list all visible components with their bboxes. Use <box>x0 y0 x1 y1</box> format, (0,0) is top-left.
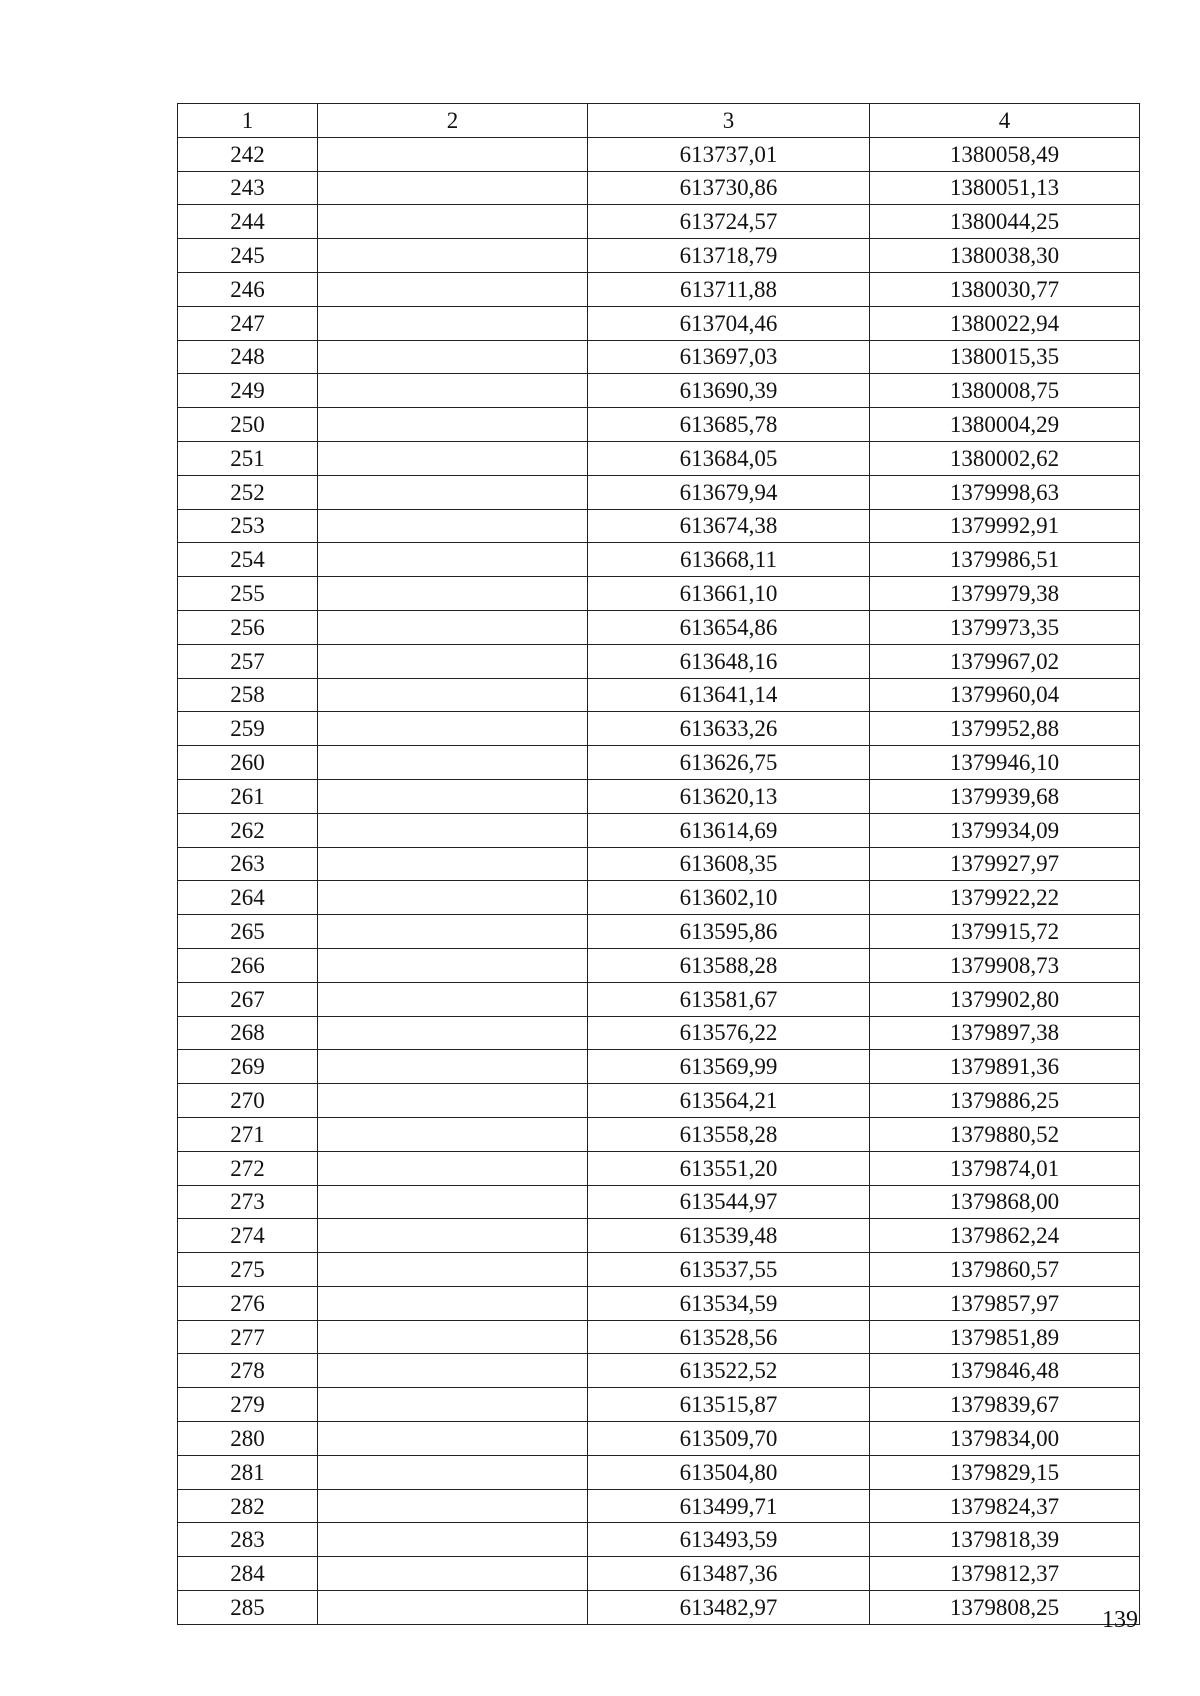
table-row <box>178 610 1140 644</box>
x-coordinate-cell: 613661,10 <box>588 577 870 611</box>
table-row <box>178 746 1140 780</box>
x-coordinate-cell: 613641,14 <box>588 678 870 712</box>
y-coordinate-cell: 1379874,01 <box>870 1151 1140 1185</box>
table-row <box>178 1320 1140 1354</box>
x-coordinate-cell: 613569,99 <box>588 1050 870 1084</box>
description-cell <box>318 881 588 915</box>
point-number-cell: 258 <box>178 678 318 712</box>
y-coordinate-cell: 1379880,52 <box>870 1117 1140 1151</box>
table-row <box>178 1388 1140 1422</box>
y-coordinate-cell: 1379902,80 <box>870 982 1140 1016</box>
table-row <box>178 1422 1140 1456</box>
column-header-4: 4 <box>870 104 1140 138</box>
x-coordinate-cell: 613544,97 <box>588 1185 870 1219</box>
point-number-cell: 279 <box>178 1388 318 1422</box>
x-coordinate-cell: 613537,55 <box>588 1253 870 1287</box>
table-row <box>178 915 1140 949</box>
x-coordinate-cell: 613679,94 <box>588 475 870 509</box>
point-number-cell: 248 <box>178 340 318 374</box>
table-row <box>178 408 1140 442</box>
description-cell <box>318 272 588 306</box>
point-number-cell: 257 <box>178 644 318 678</box>
table-body <box>178 137 1140 1624</box>
description-cell <box>318 1185 588 1219</box>
description-cell <box>318 1489 588 1523</box>
y-coordinate-cell: 1379891,36 <box>870 1050 1140 1084</box>
x-coordinate-cell: 613614,69 <box>588 813 870 847</box>
table-row <box>178 577 1140 611</box>
description-cell <box>318 1151 588 1185</box>
x-coordinate-cell: 613534,59 <box>588 1286 870 1320</box>
description-cell <box>318 948 588 982</box>
x-coordinate-cell: 613487,36 <box>588 1557 870 1591</box>
table-row <box>178 137 1140 171</box>
y-coordinate-cell: 1379824,37 <box>870 1489 1140 1523</box>
point-number-cell: 274 <box>178 1219 318 1253</box>
point-number-cell: 268 <box>178 1016 318 1050</box>
description-cell <box>318 678 588 712</box>
y-coordinate-cell: 1379812,37 <box>870 1557 1140 1591</box>
description-cell <box>318 1117 588 1151</box>
description-cell <box>318 746 588 780</box>
description-cell <box>318 779 588 813</box>
point-number-cell: 285 <box>178 1591 318 1625</box>
y-coordinate-cell: 1379818,39 <box>870 1523 1140 1557</box>
x-coordinate-cell: 613737,01 <box>588 137 870 171</box>
table-row <box>178 239 1140 273</box>
y-coordinate-cell: 1379829,15 <box>870 1455 1140 1489</box>
point-number-cell: 273 <box>178 1185 318 1219</box>
table-row <box>178 205 1140 239</box>
point-number-cell: 262 <box>178 813 318 847</box>
point-number-cell: 276 <box>178 1286 318 1320</box>
x-coordinate-cell: 613509,70 <box>588 1422 870 1456</box>
description-cell <box>318 847 588 881</box>
y-coordinate-cell: 1379886,25 <box>870 1084 1140 1118</box>
description-cell <box>318 340 588 374</box>
x-coordinate-cell: 613730,86 <box>588 171 870 205</box>
point-number-cell: 265 <box>178 915 318 949</box>
table-row <box>178 1286 1140 1320</box>
table-row <box>178 1117 1140 1151</box>
point-number-cell: 249 <box>178 374 318 408</box>
table-row <box>178 948 1140 982</box>
y-coordinate-cell: 1379934,09 <box>870 813 1140 847</box>
point-number-cell: 259 <box>178 712 318 746</box>
table-row <box>178 779 1140 813</box>
table-row <box>178 1050 1140 1084</box>
x-coordinate-cell: 613482,97 <box>588 1591 870 1625</box>
x-coordinate-cell: 613493,59 <box>588 1523 870 1557</box>
column-header-1: 1 <box>178 104 318 138</box>
point-number-cell: 269 <box>178 1050 318 1084</box>
x-coordinate-cell: 613684,05 <box>588 441 870 475</box>
y-coordinate-cell: 1380002,62 <box>870 441 1140 475</box>
point-number-cell: 284 <box>178 1557 318 1591</box>
y-coordinate-cell: 1379860,57 <box>870 1253 1140 1287</box>
description-cell <box>318 1084 588 1118</box>
x-coordinate-cell: 613668,11 <box>588 543 870 577</box>
point-number-cell: 252 <box>178 475 318 509</box>
point-number-cell: 242 <box>178 137 318 171</box>
y-coordinate-cell: 1379834,00 <box>870 1422 1140 1456</box>
x-coordinate-cell: 613581,67 <box>588 982 870 1016</box>
table-row <box>178 509 1140 543</box>
description-cell <box>318 1219 588 1253</box>
point-number-cell: 247 <box>178 306 318 340</box>
y-coordinate-cell: 1379897,38 <box>870 1016 1140 1050</box>
y-coordinate-cell: 1379986,51 <box>870 543 1140 577</box>
x-coordinate-cell: 613576,22 <box>588 1016 870 1050</box>
point-number-cell: 275 <box>178 1253 318 1287</box>
y-coordinate-cell: 1379979,38 <box>870 577 1140 611</box>
table-row <box>178 1489 1140 1523</box>
x-coordinate-cell: 613704,46 <box>588 306 870 340</box>
description-cell <box>318 1455 588 1489</box>
table-row <box>178 475 1140 509</box>
y-coordinate-cell: 1379946,10 <box>870 746 1140 780</box>
column-header-3: 3 <box>588 104 870 138</box>
description-cell <box>318 1016 588 1050</box>
description-cell <box>318 1591 588 1625</box>
table-row <box>178 813 1140 847</box>
y-coordinate-cell: 1379998,63 <box>870 475 1140 509</box>
table-row <box>178 1016 1140 1050</box>
table-row <box>178 441 1140 475</box>
x-coordinate-cell: 613522,52 <box>588 1354 870 1388</box>
y-coordinate-cell: 1379922,22 <box>870 881 1140 915</box>
description-cell <box>318 1050 588 1084</box>
x-coordinate-cell: 613588,28 <box>588 948 870 982</box>
y-coordinate-cell: 1379851,89 <box>870 1320 1140 1354</box>
description-cell <box>318 441 588 475</box>
x-coordinate-cell: 613528,56 <box>588 1320 870 1354</box>
table-row <box>178 1591 1140 1625</box>
description-cell <box>318 1354 588 1388</box>
x-coordinate-cell: 613690,39 <box>588 374 870 408</box>
point-number-cell: 244 <box>178 205 318 239</box>
point-number-cell: 253 <box>178 509 318 543</box>
x-coordinate-cell: 613626,75 <box>588 746 870 780</box>
description-cell <box>318 577 588 611</box>
y-coordinate-cell: 1379808,25 <box>870 1591 1140 1625</box>
table-row <box>178 171 1140 205</box>
description-cell <box>318 712 588 746</box>
y-coordinate-cell: 1380015,35 <box>870 340 1140 374</box>
y-coordinate-cell: 1380022,94 <box>870 306 1140 340</box>
coordinates-table <box>177 103 1140 1625</box>
y-coordinate-cell: 1379846,48 <box>870 1354 1140 1388</box>
x-coordinate-cell: 613558,28 <box>588 1117 870 1151</box>
table-row <box>178 543 1140 577</box>
description-cell <box>318 915 588 949</box>
description-cell <box>318 1320 588 1354</box>
table-row <box>178 982 1140 1016</box>
x-coordinate-cell: 613711,88 <box>588 272 870 306</box>
y-coordinate-cell: 1380058,49 <box>870 137 1140 171</box>
y-coordinate-cell: 1379868,00 <box>870 1185 1140 1219</box>
y-coordinate-cell: 1379908,73 <box>870 948 1140 982</box>
x-coordinate-cell: 613539,48 <box>588 1219 870 1253</box>
y-coordinate-cell: 1380030,77 <box>870 272 1140 306</box>
x-coordinate-cell: 613515,87 <box>588 1388 870 1422</box>
description-cell <box>318 813 588 847</box>
y-coordinate-cell: 1379952,88 <box>870 712 1140 746</box>
point-number-cell: 277 <box>178 1320 318 1354</box>
point-number-cell: 243 <box>178 171 318 205</box>
table-row <box>178 1185 1140 1219</box>
y-coordinate-cell: 1379857,97 <box>870 1286 1140 1320</box>
description-cell <box>318 408 588 442</box>
page-number: 139 <box>1102 1607 1138 1633</box>
table-row <box>178 881 1140 915</box>
point-number-cell: 251 <box>178 441 318 475</box>
table-row <box>178 847 1140 881</box>
point-number-cell: 246 <box>178 272 318 306</box>
x-coordinate-cell: 613724,57 <box>588 205 870 239</box>
y-coordinate-cell: 1380004,29 <box>870 408 1140 442</box>
x-coordinate-cell: 613718,79 <box>588 239 870 273</box>
point-number-cell: 254 <box>178 543 318 577</box>
y-coordinate-cell: 1379862,24 <box>870 1219 1140 1253</box>
description-cell <box>318 1422 588 1456</box>
table-row <box>178 712 1140 746</box>
description-cell <box>318 610 588 644</box>
point-number-cell: 281 <box>178 1455 318 1489</box>
x-coordinate-cell: 613504,80 <box>588 1455 870 1489</box>
description-cell <box>318 982 588 1016</box>
table-row <box>178 272 1140 306</box>
point-number-cell: 283 <box>178 1523 318 1557</box>
x-coordinate-cell: 613674,38 <box>588 509 870 543</box>
point-number-cell: 263 <box>178 847 318 881</box>
description-cell <box>318 374 588 408</box>
description-cell <box>318 1557 588 1591</box>
description-cell <box>318 543 588 577</box>
x-coordinate-cell: 613648,16 <box>588 644 870 678</box>
column-header-2: 2 <box>318 104 588 138</box>
x-coordinate-cell: 613620,13 <box>588 779 870 813</box>
x-coordinate-cell: 613564,21 <box>588 1084 870 1118</box>
point-number-cell: 256 <box>178 610 318 644</box>
y-coordinate-cell: 1380044,25 <box>870 205 1140 239</box>
table-header-row <box>178 104 1140 138</box>
table-row <box>178 306 1140 340</box>
point-number-cell: 264 <box>178 881 318 915</box>
table-row <box>178 1253 1140 1287</box>
table-row <box>178 644 1140 678</box>
description-cell <box>318 137 588 171</box>
x-coordinate-cell: 613499,71 <box>588 1489 870 1523</box>
point-number-cell: 282 <box>178 1489 318 1523</box>
y-coordinate-cell: 1379839,67 <box>870 1388 1140 1422</box>
description-cell <box>318 239 588 273</box>
x-coordinate-cell: 613595,86 <box>588 915 870 949</box>
point-number-cell: 267 <box>178 982 318 1016</box>
x-coordinate-cell: 613633,26 <box>588 712 870 746</box>
y-coordinate-cell: 1379967,02 <box>870 644 1140 678</box>
point-number-cell: 261 <box>178 779 318 813</box>
table-row <box>178 1354 1140 1388</box>
point-number-cell: 280 <box>178 1422 318 1456</box>
y-coordinate-cell: 1379960,04 <box>870 678 1140 712</box>
description-cell <box>318 171 588 205</box>
point-number-cell: 271 <box>178 1117 318 1151</box>
description-cell <box>318 475 588 509</box>
point-number-cell: 245 <box>178 239 318 273</box>
x-coordinate-cell: 613697,03 <box>588 340 870 374</box>
y-coordinate-cell: 1380008,75 <box>870 374 1140 408</box>
table-row <box>178 1455 1140 1489</box>
description-cell <box>318 1286 588 1320</box>
table-row <box>178 1219 1140 1253</box>
y-coordinate-cell: 1379992,91 <box>870 509 1140 543</box>
table-row <box>178 1151 1140 1185</box>
description-cell <box>318 644 588 678</box>
point-number-cell: 272 <box>178 1151 318 1185</box>
point-number-cell: 270 <box>178 1084 318 1118</box>
table-row <box>178 1557 1140 1591</box>
description-cell <box>318 306 588 340</box>
table-row <box>178 678 1140 712</box>
y-coordinate-cell: 1379915,72 <box>870 915 1140 949</box>
x-coordinate-cell: 613602,10 <box>588 881 870 915</box>
table-row <box>178 1084 1140 1118</box>
x-coordinate-cell: 613685,78 <box>588 408 870 442</box>
point-number-cell: 266 <box>178 948 318 982</box>
point-number-cell: 250 <box>178 408 318 442</box>
table-row <box>178 374 1140 408</box>
x-coordinate-cell: 613551,20 <box>588 1151 870 1185</box>
y-coordinate-cell: 1380051,13 <box>870 171 1140 205</box>
description-cell <box>318 1388 588 1422</box>
description-cell <box>318 205 588 239</box>
point-number-cell: 278 <box>178 1354 318 1388</box>
table-row <box>178 1523 1140 1557</box>
description-cell <box>318 1253 588 1287</box>
description-cell <box>318 509 588 543</box>
y-coordinate-cell: 1379973,35 <box>870 610 1140 644</box>
y-coordinate-cell: 1379927,97 <box>870 847 1140 881</box>
table-row <box>178 340 1140 374</box>
y-coordinate-cell: 1379939,68 <box>870 779 1140 813</box>
point-number-cell: 260 <box>178 746 318 780</box>
y-coordinate-cell: 1380038,30 <box>870 239 1140 273</box>
x-coordinate-cell: 613608,35 <box>588 847 870 881</box>
x-coordinate-cell: 613654,86 <box>588 610 870 644</box>
description-cell <box>318 1523 588 1557</box>
point-number-cell: 255 <box>178 577 318 611</box>
